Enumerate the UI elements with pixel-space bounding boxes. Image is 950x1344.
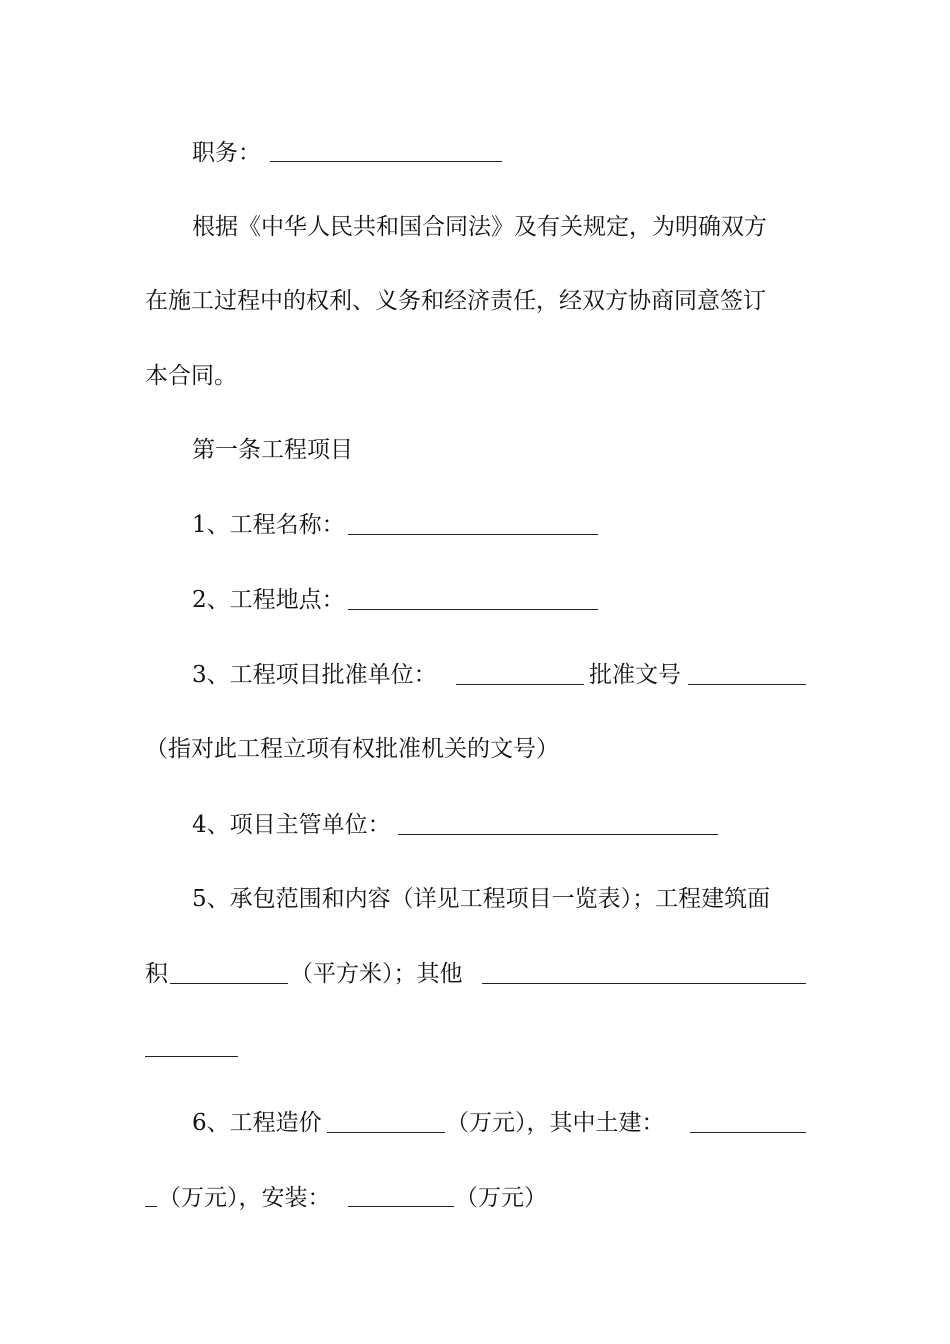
- item-5-other-label: （平方米）；其他: [290, 961, 463, 987]
- item-2-blank: [348, 609, 598, 610]
- position-label: 职务：: [192, 140, 261, 166]
- item-3-label: 3、工程项目批准单位：: [192, 662, 437, 688]
- item-6-civil-blank: [690, 1132, 806, 1133]
- item-3-unit-blank: [456, 684, 584, 685]
- item-3-approval-label: 批准文号: [589, 662, 681, 688]
- position-blank: [270, 161, 502, 162]
- item-5-other-blank: [482, 983, 806, 984]
- item-4-label: 4、项目主管单位：: [192, 812, 391, 838]
- item-6-civil-label: （万元），其中土建：: [446, 1110, 665, 1136]
- item-6-cost-blank: [327, 1132, 445, 1133]
- item-5-line-1: 5、承包范围和内容（详见工程项目一览表）；工程建筑面: [192, 886, 771, 912]
- intro-line-1: 根据《中华人民共和国合同法》及有关规定，为明确双方: [192, 214, 767, 240]
- item-6-install-label: （万元），安装：: [158, 1185, 331, 1211]
- item-6-civil-blank-continued: [145, 1206, 157, 1207]
- item-3-note: （指对此工程立项有权批准机关的文号）: [145, 736, 559, 762]
- item-4-blank: [398, 834, 718, 835]
- item-1-blank: [348, 534, 598, 535]
- intro-line-3: 本合同。: [145, 363, 237, 389]
- item-6-label: 6、工程造价: [192, 1110, 322, 1136]
- item-1-label: 1、工程名称：: [192, 512, 345, 538]
- item-6-install-unit: （万元）: [455, 1185, 547, 1211]
- item-5-area-blank: [170, 983, 288, 984]
- item-3-number-blank: [688, 684, 806, 685]
- item-6-install-blank: [348, 1206, 454, 1207]
- article-1-title: 第一条工程项目: [192, 437, 353, 463]
- item-5-area-label: 积: [145, 961, 168, 987]
- intro-line-2: 在施工过程中的权利、义务和经济责任，经双方协商同意签订: [145, 288, 766, 314]
- item-2-label: 2、工程地点：: [192, 587, 345, 613]
- item-5-other-blank-continued: [145, 1056, 238, 1057]
